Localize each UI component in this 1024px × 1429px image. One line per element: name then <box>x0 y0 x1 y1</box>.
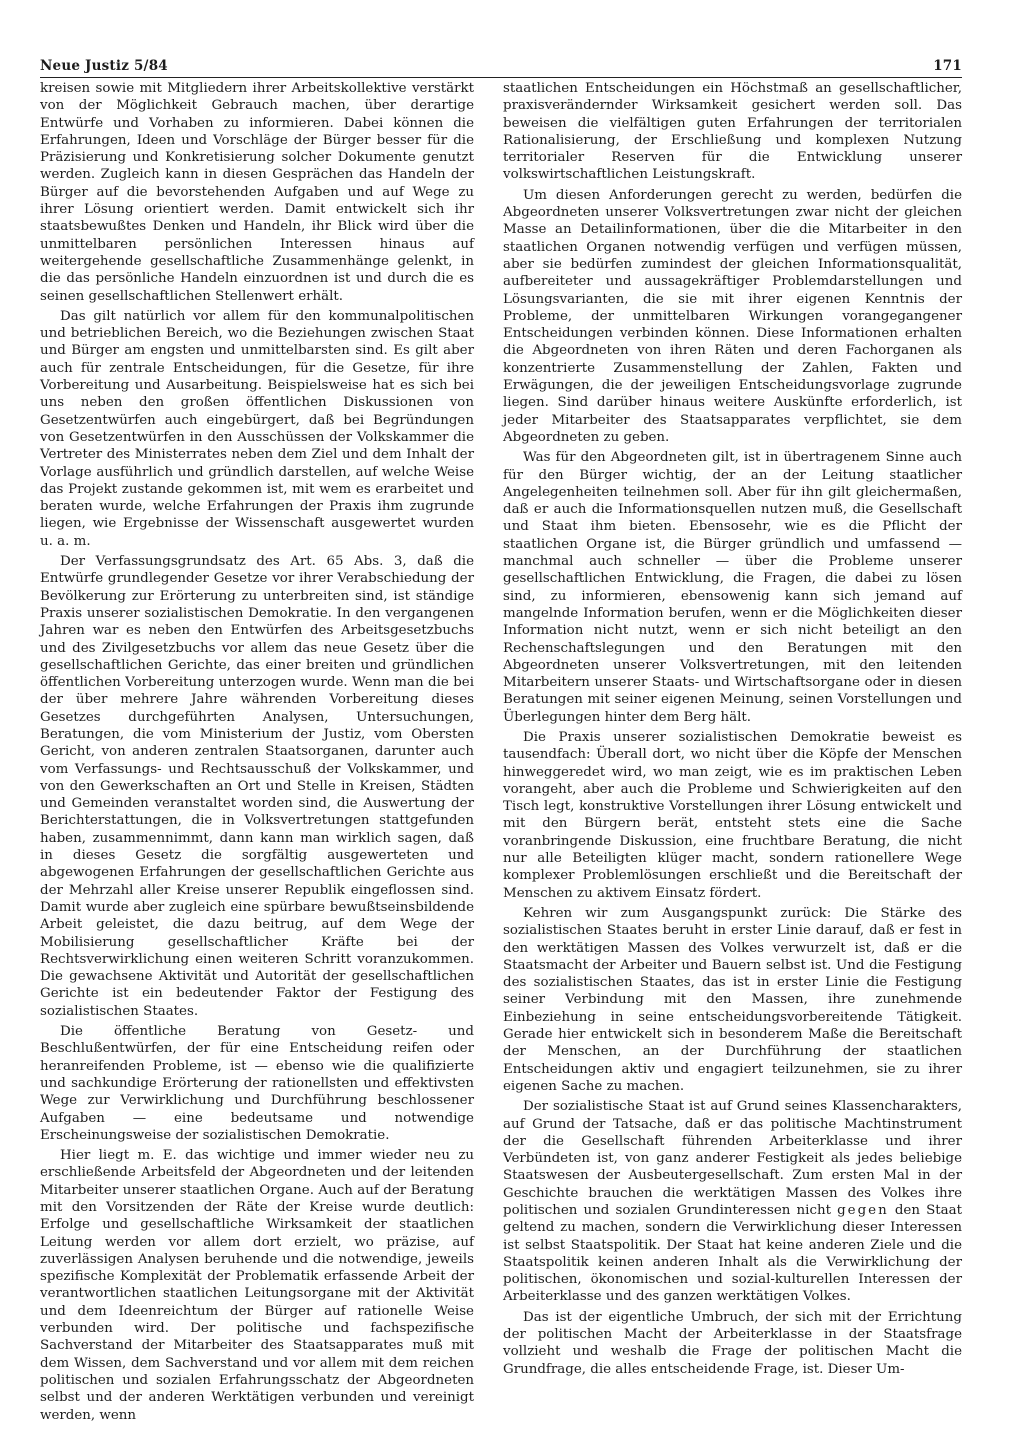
paragraph-text: den Staat geltend zu machen, sondern die Verwirklichung dieser Interessen ist selbst Staatspolitik. Der Staat hat keine anderen Ziele und die Staatspolitik keinen anderen Inhalt als die Verwirklichung der politischen, ökonomischen und sozial-kulturellen Interessen der Arbeiterklasse und des ganzen werktätigen Volkes. <box>503 1203 962 1305</box>
paragraph <box>503 1098 962 1306</box>
paragraph: Das ist der eigentliche Umbruch, der sich mit der Errichtung der politischen Macht der Arbeiterklasse in der Staatsfrage vollzieht und weshalb die Frage der politischen Macht die Grundfrage, die alles entscheidende Frage, ist. Dieser Um- <box>503 1309 962 1377</box>
page-number: 171 <box>933 58 962 74</box>
right-column <box>503 80 962 1381</box>
paragraph-text: Der sozialistische Staat ist auf Grund seines Klassencharakters, auf Grund der Tatsache, daß er das politische Machtinstrument der die Gesellschaft führenden Arbeiterklasse und ihrer Verbündeten ist, von ganz anderer Festigkeit als jedes beliebige Staatswesen der Ausbeutergesellschaft. Zum ersten Mal in der Geschichte brauchen die werktätigen Massen des Volkes ihre politischen und sozialen Grundinteressen nicht <box>503 1099 962 1218</box>
left-column <box>40 80 474 1427</box>
paragraph: Kehren wir zum Ausgangspunkt zurück: Die Stärke des sozialistischen Staates beruht in erster Linie darauf, daß er fest in den werktätigen Massen des Volkes verwurzelt ist, daß er die Staatsmacht der Arbeiter und Bauern selbst ist. Und die Festigung des sozialistischen Staates, das ist in erster Linie die Festigung seiner Verbindung mit den Massen, ihre zunehmende Einbeziehung in seine entscheidungsvorbereitende Tätigkeit. Gerade hier entwickelt sich in besonderem Maße die Bereitschaft der Menschen, an der Durchführung der staatlichen Entscheidungen aktiv und engagiert teilzunehmen, sie zu ihrer eigenen Sache zu machen. <box>503 905 962 1094</box>
paragraph: kreisen sowie mit Mitgliedern ihrer Arbeitskollektive verstärkt von der Möglichkeit Gebrauch machen, über derartige Entwürfe und Vorhaben zu informieren. Dabei können die Erfahrungen, Ideen und Vorschläge der Bürger besser für die Präzisierung und Konkretisierung solcher Dokumente genutzt werden. Zugleich kann in diesen Gesprächen das Handeln der Bürger auf die bevorstehenden Aufgaben und auf Wege zu ihrer Lösung orientiert werden. Damit entwickelt sich ihr staatsbewußtes Denken und Handeln, ihr Blick wird über die unmittelbaren persönlichen Interessen hinaus auf weitergehende gesellschaftliche Zusammenhänge gelenkt, in die das persönliche Handeln einzuordnen ist und durch die es seinen gesellschaftlichen Stellenwert erhält. <box>40 81 474 304</box>
journal-title: Neue Justiz 5/84 <box>40 58 168 74</box>
page-header <box>40 50 962 78</box>
paragraph: Der Verfassungsgrundsatz des Art. 65 Abs. 3, daß die Entwürfe grundlegender Gesetze vor ihrer Verabschiedung der Bevölkerung zur Erörterung zu unterbreiten sind, ist ständige Praxis unserer sozialistischen Demokratie. In den vergangenen Jahren war es neben den Entwürfen des Arbeitsgesetzbuchs und des Zivilgesetzbuchs vor allem das neue Gesetz über die gesellschaftlichen Gerichte, das einer breiten und gründlichen öffentlichen Vorbereitung unterzogen wurde. Wenn man die bei der über mehrere Jahre währenden Vorbereitung dieses Gesetzes durchgeführten Analysen, Untersuchungen, Beratungen, die vom Ministerium der Justiz, vom Obersten Gericht, von anderen zentralen Staatsorganen, darunter auch vom Verfassungs- und Rechtsausschuß der Volkskammer, und von den Gewerkschaften an Ort und Stelle in Kreisen, Städten und Gemeinden veranstaltet worden sind, die Auswertung der Berichterstattungen, die in Volksvertretungen stattgefunden haben, zusammennimmt, dann kann man wirklich sagen, daß in dieses Gesetz die sorgfältig ausgewerteten und abgewogenen Erfahrungen der gesellschaftlichen Gerichte aus der Mehrzahl aller Kreise unserer Republik eingeflossen sind. Damit wurde aber zugleich eine spürbare bewußtseinsbildende Arbeit geleistet, die dazu beitrug, auf dem Wege der Mobilisierung gesellschaftlicher Kräfte bei der Rechtsverwirklichung einen weiteren Schritt voranzukommen. Die gewachsene Aktivität und Autorität der gesellschaftlichen Gerichte ist ein bedeutender Faktor der Festigung des sozialistischen Staates. <box>40 554 474 1019</box>
paragraph: Die Praxis unserer sozialistischen Demokratie beweist es tausendfach: Überall dort, wo nicht über die Köpfe der Menschen hinweggeredet wird, wo man zeigt, wie es im praktischen Leben vorangeht, aber auch die Probleme und Schwierigkeiten auf den Tisch legt, konstruktive Vorstellungen ihrer Lösung entwickelt und mit den Bürgern berät, entsteht stets eine die Sache voranbringende Diskussion, eine fruchtbare Beratung, die nicht nur alle Beteiligten klüger macht, sondern rationellere Wege komplexer Problemlösungen erschließt und die Bereitschaft der Menschen zu aktivem Einsatz fördert. <box>503 729 962 901</box>
paragraph: Hier liegt m. E. das wichtige und immer wieder neu zu erschließende Arbeitsfeld der Abgeordneten und der leitenden Mitarbeiter unserer staatlichen Organe. Auch auf der Beratung mit den Vorsitzenden der Räte der Kreise wurde deutlich: Erfolge und gesellschaftliche Wirksamkeit der staatlichen Leitung werden vor allem dort erzielt, wo präzise, auf zuverlässigen Analysen beruhende und die notwendige, jeweils spezifische Komplexität der Problematik erfassende Arbeit der verantwortlichen staatlichen Leitungsorgane mit der Aktivität und dem Ideenreichtum der Bürger auf rationelle Weise verbunden wird. Der politische und fachspezifische Sachverstand der Mitarbeiter des Staatsapparates muß mit dem Wissen, dem Sachverstand und vor allem mit dem reichen politischen und sozialen Erfahrungsschatz der Abgeordneten selbst und der anderen Werktätigen verbunden und vereinigt werden, wenn <box>40 1148 474 1423</box>
paragraph: staatlichen Entscheidungen ein Höchstmaß an gesellschaftlicher, praxisverändernder Wirksamkeit gesichert werden soll. Das beweisen die vielfältigen guten Erfahrungen der territorialen Rationalisierung, der Erschließung und komplexen Nutzung territorialer Reserven für die Entwicklung unserer volkswirtschaftlichen Leistungskraft. <box>503 81 962 183</box>
paragraph: Was für den Abgeordneten gilt, ist in übertragenem Sinne auch für den Bürger wichtig, der an der Leitung staatlicher Angelegenheiten teilnehmen soll. Aber für ihn gilt gleichermaßen, daß er auch die Informationsquellen nutzen muß, die Gesellschaft und Staat ihm bieten. Ebensosehr, wie es die Pflicht der staatlichen Organe ist, die Bürger gründlich und umfassend — manchmal auch schneller — über die Probleme unserer gesellschaftlichen Entwicklung, die Fragen, die dabei zu lösen sind, zu informieren, ebensowenig kann sich jemand auf mangelnde Information berufen, wenn er die Möglichkeiten dieser Information nicht nutzt, wenn er sich nicht beteiligt an den Rechenschaftslegungen und den Beratungen mit den Abgeordneten unserer Volksvertretungen, mit den leitenden Mitarbeitern unserer Staats- und Wirtschaftsorgane oder in diesen Beratungen mit seiner eigenen Meinung, seinen Vorstellungen und Überlegungen hinter dem Berg hält. <box>503 450 962 725</box>
paragraph: Um diesen Anforderungen gerecht zu werden, bedürfen die Abgeordneten unserer Volksvertretungen zwar nicht der gleichen Masse an Detailinformationen, über die die Mitarbeiter in den staatlichen Organen notwendig verfügen und verfügen müssen, aber sie bedürfen zumindest der gleichen Informationsqualität, aufbereiteter und aussagekräftiger Problemdarstellungen und Lösungsvarianten, die sie mit ihrer eigenen Kenntnis der Probleme, der unmittelbaren Wirkungen vorangegangener Entscheidungen verbinden können. Diese Informationen erhalten die Abgeordneten von ihren Räten und deren Fachorganen als konzentrierte Zusammenstellung der Zahlen, Fakten und Erwägungen, die der jeweiligen Entscheidungsvorlage zugrunde liegen. Sind darüber hinaus weitere Auskünfte erforderlich, ist jeder Mitarbeiter des Staatsapparates verpflichtet, sie dem Abgeordneten zu geben. <box>503 187 962 445</box>
emphasized-word: gegen <box>837 1203 889 1218</box>
paragraph: Die öffentliche Beratung von Gesetz- und Beschlußentwürfen, der für eine Entscheidung reifen oder heranreifenden Probleme, ist — ebenso wie die qualifizierte und sachkundige Erörterung der rationellsten und effektivsten Wege zur Verwirklichung und Durchführung beschlossener Aufgaben — eine bedeutsame und notwendige Erscheinungsweise der sozialistischen Demokratie. <box>40 1024 474 1143</box>
paragraph: Das gilt natürlich vor allem für den kommunalpolitischen und betrieblichen Bereich, wo die Beziehungen zwischen Staat und Bürger am engsten und unmittelbarsten sind. Es gilt aber auch für zentrale Entscheidungen, für die Gesetze, für ihre Vorbereitung und Ausarbeitung. Beispielsweise hat es sich bei uns neben den großen öffentlichen Diskussionen von Gesetzentwürfen auch eingebürgert, daß bei Begründungen von Gesetzentwürfen in den Ausschüssen der Volkskammer die Vertreter des Ministerrates neben dem Ziel und dem Inhalt der Vorlage ausführlich und gründlich darstellen, auf welche Weise das Projekt zustande gekommen ist, mit wem es erarbeitet und beraten wurde, welche Erfahrungen der Praxis ihm zugrunde liegen, wie Ergebnisse der Wissenschaft ausgewertet wurden u. a. m. <box>40 308 474 549</box>
